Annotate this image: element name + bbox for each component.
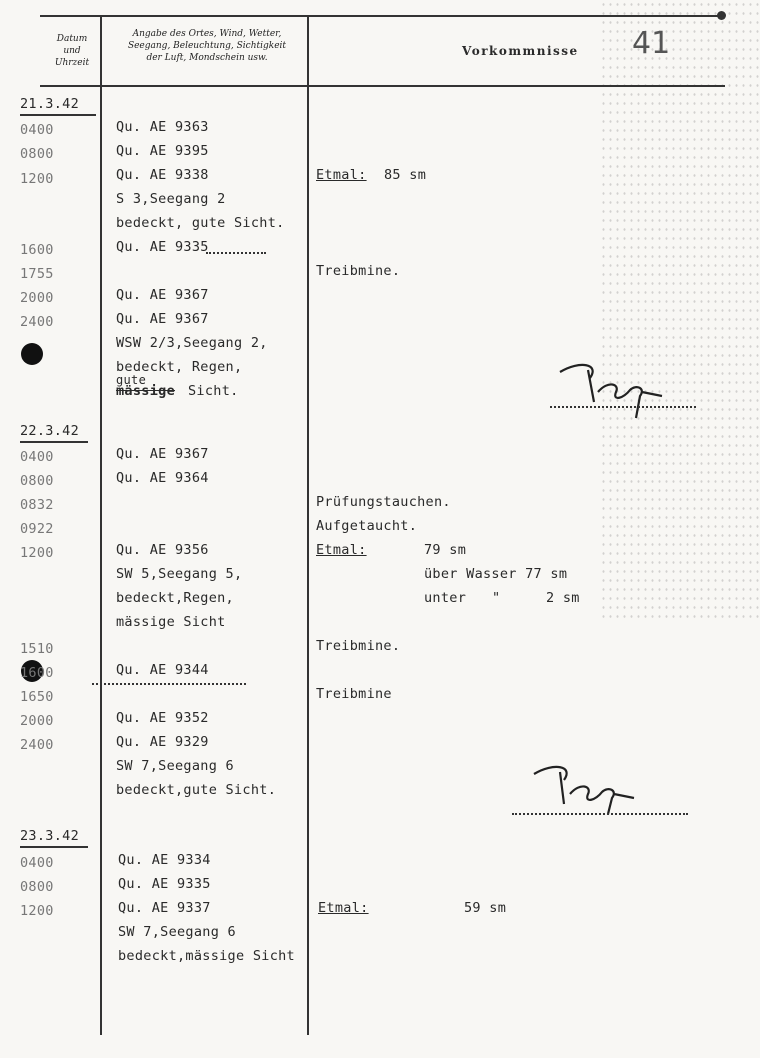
weather-entry: S 3,Seegang 2 — [116, 191, 226, 207]
correction-insert: gute — [116, 373, 147, 387]
header-col-place: Angabe des Ortes, Wind, Wetter, Seegang, Beleuchtung, Sichtigkeit der Luft, Mondschein usw. — [127, 29, 287, 63]
etmal-label: Etmal: — [316, 167, 367, 183]
etmal-label: Etmal: — [318, 900, 369, 916]
position-entry: Qu. AE 9329 — [116, 734, 209, 750]
etmal-detail: 2 sm — [546, 590, 580, 606]
signature-1 — [550, 358, 690, 424]
position-entry: Qu. AE 9364 — [116, 470, 209, 486]
date-heading-3: 23.3.42 — [20, 828, 79, 844]
time-label: 1200 — [20, 545, 54, 561]
struck-word: mässige — [116, 383, 175, 399]
weather-entry: mässige Sicht — [116, 614, 226, 630]
position-entry: Qu. AE 9335 — [118, 876, 211, 892]
position-entry: Qu. AE 9334 — [118, 852, 211, 868]
weather-entry: SW 7,Seegang 6 — [116, 758, 234, 774]
time-label: 1200 — [20, 171, 54, 187]
position-entry: Qu. AE 9338 — [116, 167, 209, 183]
etmal-value: 79 sm — [424, 542, 467, 558]
position-entry: Qu. AE 9352 — [116, 710, 209, 726]
date-underline-2 — [20, 441, 88, 443]
etmal-detail: unter — [424, 590, 467, 606]
signature-line-2 — [512, 813, 688, 815]
etmal-detail: über Wasser 77 sm — [424, 566, 568, 582]
weather-entry: SW 5,Seegang 5, — [116, 566, 243, 582]
header-bottom-rule — [40, 85, 725, 87]
position-entry: Qu. AE 9367 — [116, 446, 209, 462]
time-label: 0400 — [20, 122, 54, 138]
time-label: 0922 — [20, 521, 54, 537]
etmal-value: 85 sm — [384, 167, 427, 183]
top-rule-dot — [717, 11, 726, 20]
page-number: 41 — [632, 26, 671, 61]
time-label: 0832 — [20, 497, 54, 513]
date-underline-3 — [20, 846, 88, 848]
event-entry: Treibmine — [316, 686, 392, 702]
date-heading-1: 21.3.42 — [20, 96, 79, 112]
time-label: 1600 — [20, 242, 54, 258]
weather-entry: bedeckt, gute Sicht. — [116, 215, 285, 231]
position-entry: Qu. AE 9356 — [116, 542, 209, 558]
weather-entry: Sicht. — [188, 383, 239, 399]
time-label: 0400 — [20, 449, 54, 465]
date-underline-1 — [20, 114, 96, 116]
event-entry: Treibmine. — [316, 638, 401, 654]
signature-line-1 — [550, 406, 696, 408]
weather-entry: bedeckt, Regen, — [116, 359, 243, 375]
weather-entry: bedeckt,mässige Sicht — [118, 948, 295, 964]
time-label: 2400 — [20, 314, 54, 330]
time-label: 0800 — [20, 879, 54, 895]
event-entry: Aufgetaucht. — [316, 518, 418, 534]
time-label: 1600 — [20, 665, 54, 681]
time-label: 2400 — [20, 737, 54, 753]
position-entry: Qu. AE 9363 — [116, 119, 209, 135]
time-label: 2000 — [20, 713, 54, 729]
time-label: 1510 — [20, 641, 54, 657]
position-entry: Qu. AE 9395 — [116, 143, 209, 159]
ditto-mark: " — [492, 590, 501, 606]
position-entry: Qu. AE 9344 — [116, 662, 209, 678]
dotted-fill — [92, 683, 246, 685]
etmal-value: 59 sm — [464, 900, 507, 916]
signature-2 — [526, 762, 666, 828]
time-label: 0400 — [20, 855, 54, 871]
top-rule — [40, 15, 725, 17]
weather-entry: WSW 2/3,Seegang 2, — [116, 335, 268, 351]
weather-entry: bedeckt,Regen, — [116, 590, 234, 606]
scan-noise — [600, 0, 760, 620]
header-col-date: Datum und Uhrzeit — [54, 34, 90, 68]
position-entry: Qu. AE 9335 — [116, 239, 209, 255]
time-label: 0800 — [20, 146, 54, 162]
position-entry: Qu. AE 9367 — [116, 287, 209, 303]
position-entry: Qu. AE 9367 — [116, 311, 209, 327]
weather-entry: bedeckt,gute Sicht. — [116, 782, 277, 798]
event-entry: Treibmine. — [316, 263, 401, 279]
position-entry: Qu. AE 9337 — [118, 900, 211, 916]
time-label: 2000 — [20, 290, 54, 306]
weather-entry: SW 7,Seegang 6 — [118, 924, 236, 940]
time-label: 0800 — [20, 473, 54, 489]
dotted-fill — [206, 252, 266, 254]
time-label: 1200 — [20, 903, 54, 919]
etmal-label: Etmal: — [316, 542, 367, 558]
column-rule-1 — [100, 15, 102, 1035]
time-label: 1650 — [20, 689, 54, 705]
event-entry: Prüfungstauchen. — [316, 494, 451, 510]
column-rule-2 — [307, 15, 309, 1035]
punch-hole-top — [21, 343, 43, 365]
header-col-events: Vorkommnisse — [462, 44, 579, 58]
date-heading-2: 22.3.42 — [20, 423, 79, 439]
time-label: 1755 — [20, 266, 54, 282]
